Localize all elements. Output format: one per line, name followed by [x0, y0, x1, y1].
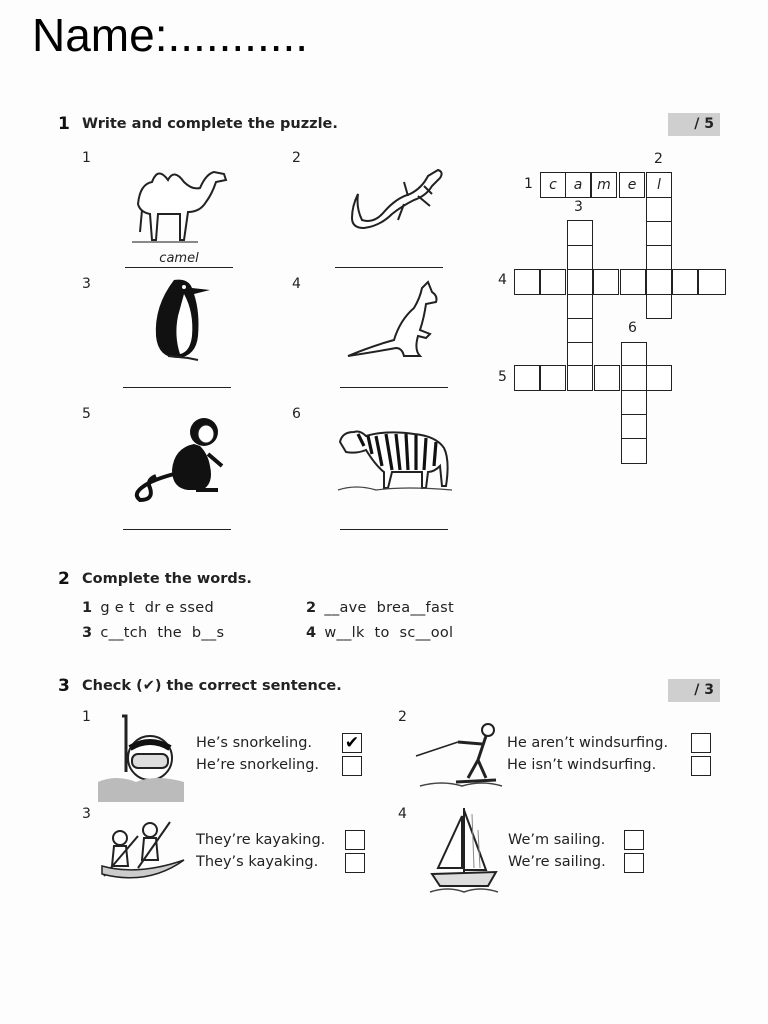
question-1-option-2-text: He’re snorkeling. — [196, 757, 320, 773]
question-4-number: 4 — [398, 806, 407, 822]
crossword-cell[interactable] — [698, 269, 726, 295]
kayakers-icon — [98, 816, 188, 890]
question-4-option-1-checkbox[interactable] — [624, 830, 644, 850]
sailboat-icon — [428, 806, 500, 898]
question-1-option-1-checkbox[interactable]: ✔ — [342, 733, 362, 753]
crossword-cell[interactable] — [621, 414, 647, 440]
question-3-number: 3 — [82, 806, 91, 822]
word-item-1 — [82, 600, 214, 616]
section-2-instruction: Complete the words. — [82, 571, 252, 587]
penguin-icon — [148, 276, 214, 362]
crossword-cell[interactable] — [621, 365, 647, 391]
item-1-answer[interactable]: camel — [159, 251, 199, 266]
question-1-option-1-text: He’s snorkeling. — [196, 735, 313, 751]
crossword-cell[interactable] — [646, 365, 672, 391]
crossword-cell[interactable]: l — [646, 172, 672, 198]
crossword-cell[interactable] — [567, 294, 593, 320]
crossword-clue-number-6: 6 — [628, 320, 637, 336]
item-1-number: 1 — [82, 150, 91, 166]
question-3-option-2-text: They’s kayaking. — [196, 854, 319, 870]
item-3-answer-line — [123, 386, 231, 388]
crossword-clue-number-5: 5 — [498, 369, 507, 385]
word-item-4 — [306, 625, 453, 641]
kangaroo-icon — [344, 278, 442, 360]
word-item-text[interactable]: g e t dr e ssed — [100, 600, 214, 616]
crossword-cell[interactable] — [646, 197, 672, 223]
crossword-cell[interactable] — [593, 269, 619, 295]
word-item-2 — [306, 600, 454, 616]
section-1-score-badge: / 5 — [668, 113, 720, 136]
crossword-cell[interactable] — [620, 269, 646, 295]
question-2-option-2-text: He isn’t windsurfing. — [507, 757, 657, 773]
crossword-cell[interactable] — [646, 221, 672, 247]
crossword-cell[interactable] — [567, 269, 593, 295]
crossword-cell[interactable] — [646, 269, 672, 295]
item-2-number: 2 — [292, 150, 301, 166]
word-item-number: 3 — [82, 625, 93, 641]
monkey-icon — [130, 414, 230, 502]
crossword-cell[interactable]: m — [591, 172, 617, 198]
windsurfer-icon — [412, 720, 504, 792]
item-1-answer-line — [125, 266, 233, 268]
section-1-instruction: Write and complete the puzzle. — [82, 116, 338, 132]
section-3-instruction: Check (✔) the correct sentence. — [82, 678, 342, 694]
question-4-option-2-checkbox[interactable] — [624, 853, 644, 873]
item-5-number: 5 — [82, 406, 91, 422]
question-4-option-1-text: We’m sailing. — [508, 832, 606, 848]
question-3-option-1-checkbox[interactable] — [345, 830, 365, 850]
word-item-3 — [82, 625, 224, 641]
crossword-cell[interactable] — [621, 438, 647, 464]
crossword-cell[interactable] — [672, 269, 698, 295]
crossword-cell[interactable] — [567, 365, 593, 391]
item-2-answer-line — [335, 266, 443, 268]
word-item-text[interactable]: w__lk to sc__ool — [324, 625, 454, 641]
crossword-cell[interactable]: c — [540, 172, 566, 198]
item-4-number: 4 — [292, 276, 301, 292]
crossword-cell[interactable] — [621, 390, 647, 416]
crossword-cell[interactable] — [540, 269, 566, 295]
section-3-score-badge: / 3 — [668, 679, 720, 702]
question-3-option-2-checkbox[interactable] — [345, 853, 365, 873]
crossword-clue-number-4: 4 — [498, 272, 507, 288]
zebra-icon — [336, 426, 456, 494]
question-4-option-2-text: We’re sailing. — [508, 854, 606, 870]
camel-icon — [128, 160, 234, 246]
question-2-number: 2 — [398, 709, 407, 725]
crossword-clue-number-2: 2 — [654, 151, 663, 167]
crossword-cell[interactable] — [594, 365, 620, 391]
item-5-answer-line — [123, 528, 231, 530]
section-1-number: 1 — [58, 114, 70, 134]
word-item-number: 4 — [306, 625, 317, 641]
crossword-cell[interactable] — [567, 245, 593, 271]
word-item-number: 2 — [306, 600, 317, 616]
question-2-option-1-checkbox[interactable] — [691, 733, 711, 753]
word-item-number: 1 — [82, 600, 93, 616]
section-2-number: 2 — [58, 569, 70, 589]
item-6-answer-line — [340, 528, 448, 530]
crossword-cell[interactable]: a — [565, 172, 591, 198]
crossword-cell[interactable] — [567, 318, 593, 344]
name-field-label: Name:........... — [32, 9, 309, 61]
crossword-clue-number-3: 3 — [574, 199, 583, 215]
crossword-cell[interactable] — [514, 269, 540, 295]
crossword-cell[interactable]: e — [619, 172, 645, 198]
question-2-option-1-text: He aren’t windsurfing. — [507, 735, 669, 751]
crossword-cell[interactable] — [646, 293, 672, 319]
question-1-option-2-checkbox[interactable] — [342, 756, 362, 776]
crossword-cell[interactable] — [540, 365, 566, 391]
lizard-icon — [348, 166, 446, 234]
question-2-option-2-checkbox[interactable] — [691, 756, 711, 776]
crossword-clue-number-1: 1 — [524, 176, 533, 192]
section-3-number: 3 — [58, 676, 70, 696]
question-3-option-1-text: They’re kayaking. — [196, 832, 326, 848]
word-item-text[interactable]: c__tch the b__s — [100, 625, 225, 641]
snorkeler-icon — [96, 712, 186, 802]
word-item-text[interactable]: __ave brea__fast — [324, 600, 454, 616]
crossword-cell[interactable] — [567, 220, 593, 246]
item-3-number: 3 — [82, 276, 91, 292]
item-4-answer-line — [340, 386, 448, 388]
crossword-cell[interactable] — [514, 365, 540, 391]
crossword-cell[interactable] — [646, 245, 672, 271]
question-1-number: 1 — [82, 709, 91, 725]
item-6-number: 6 — [292, 406, 301, 422]
